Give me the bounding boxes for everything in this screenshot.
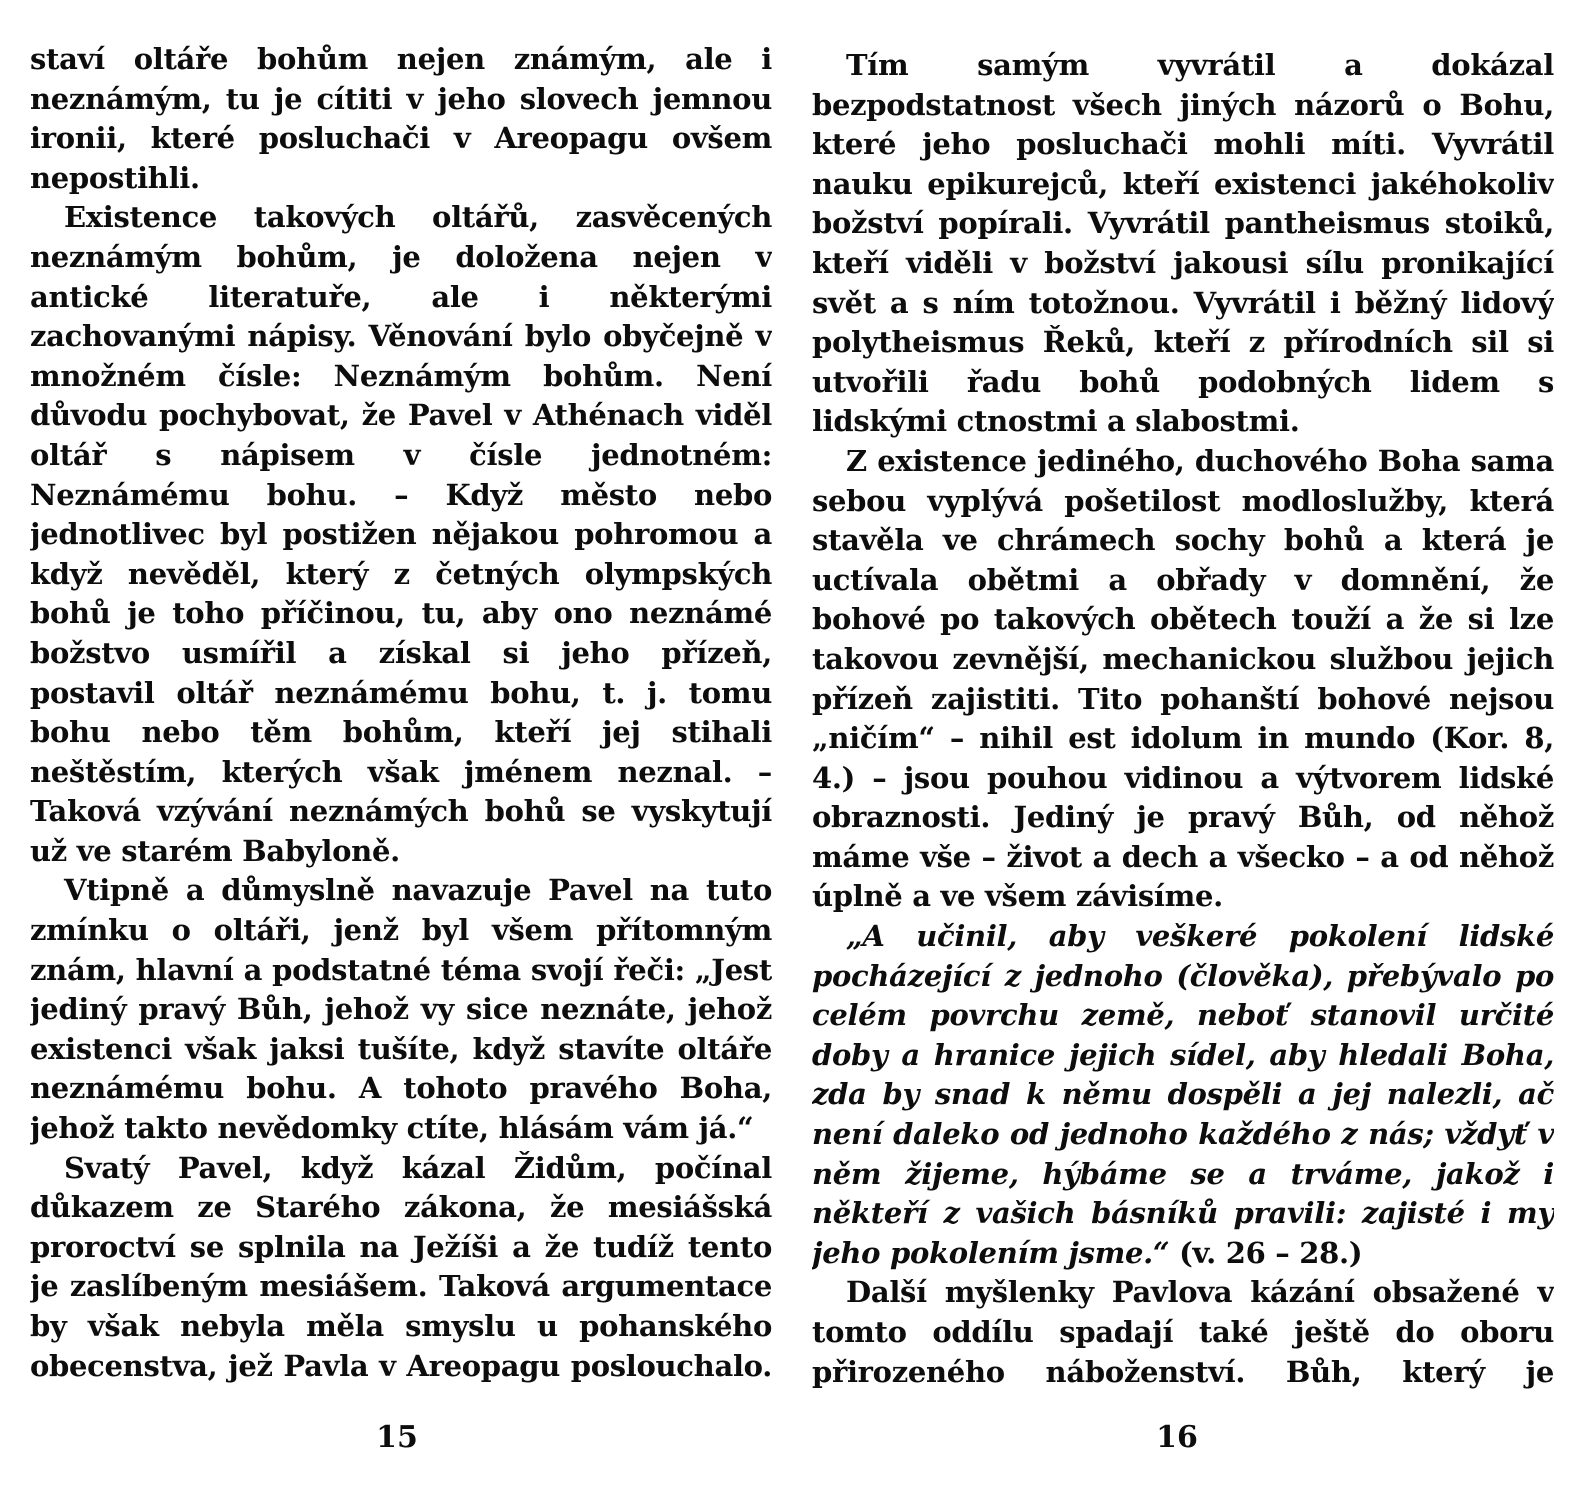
left-page (30, 40, 772, 1390)
left-paragraph-continued: staví oltáře bohům nejen známým, ale i neznámým, tu je cítiti v jeho slovech jemnou ironii, které posluchači v Areopagu ovšem nepostihli. (30, 42, 772, 195)
right-paragraph-dalsi-myslenky: Další myšlenky Pavlova kázání obsažené v tomto oddílu spadají také ještě do oboru přirozeného náboženství. Bůh, který je (812, 1275, 1554, 1389)
left-paragraph-existence: Existence takových oltářů, zasvěcených neznámým bohům, je doložena nejen v antické literatuře, ale i některými zachovanými nápisy. Věnování bylo obyčejně v množném čísle: Neznámým bohům. Není důvodu pochybovat, že Pavel v Athénach viděl oltář s nápisem v čísle jednotném: Neznámému bohu. – Když město nebo jednotlivec byl postižen nějakou pohromou a když nevěděl, který z četných olympských bohů je toho příčinou, tu, aby ono neznámé božstvo usmířil a získal si jeho přízeň, postavil oltář neznámému bohu, t. j. tomu bohu nebo těm bohům, kteří jej stihali neštěstím, kterých však jménem neznal. – Taková vzývání neznámých bohů se vyskytují už ve starém Babyloně. (30, 200, 772, 868)
right-paragraph-z-existence: Z existence jediného, duchového Boha sama sebou vyplývá pošetilost modloslužby, která stavěla ve chrámech sochy bohů a která je uctívala obětmi a obřady v domnění, že bohové po takových obětech touží a že si lze takovou zevnější, mechanickou službou jejich přízeň zajistiti. Tito pohanští bohové nejsou „ničím“ – nihil est idolum in mundo (Kor. 8, 4.) – jsou pouhou vidinou a výtvorem lidské obraznosti. Jediný je pravý Bůh, od něhož máme vše – život a dech a všecko – a od něhož úplně a ve všem závisíme. (812, 443, 1554, 914)
left-paragraph-svaty-pavel: Svatý Pavel, když kázal Židům, počínal důkazem ze Starého zákona, že mesiášská proroctví se splnila na Ježíši a že tudíž tento je zaslíbeným mesiášem. Taková argumentace by však nebyla měla smyslu u pohanského obecenstva, jež Pavla v Areopagu poslouchalo. (30, 1150, 772, 1383)
right-paragraph-tim-samym: Tím samým vyvrátil a dokázal bezpodstatnost všech jiných názorů o Bohu, které jeho posluchači mohli míti. Vyvrátil nauku epikurejců, kteří existenci jakéhokoliv božství popírali. Vyvrátil pantheismus stoiků, kteří viděli v božství jakousi sílu pronikající svět a s ním totožnou. Vyvrátil i běžný lidový polytheismus Řeků, kteří z přírodních sil si utvořili řadu bohů podobných lidem s lidskými ctnostmi a slabostmi. (812, 48, 1554, 439)
right-page (812, 46, 1554, 1396)
left-paragraph-vtipne: Vtipně a důmyslně navazuje Pavel na tuto zmínku o oltáři, jenž byl všem přítomným znám, hlavní a podstatné téma svojí řeči: „Jest jediný pravý Bůh, jehož vy sice neznáte, jehož existenci však jaksi tušíte, když stavíte oltáře neznámému bohu. A tohoto pravého Boha, jehož takto nevědomky ctíte, hlásám vám já.“ (30, 873, 772, 1146)
scripture-quote: „A učinil, aby veškeré pokolení lidské pocházející z jednoho (člověka), přebývalo po celém povrchu země, neboť stanovil určité doby a hranice jejich sídel, aby hledali Boha, zda by snad k němu dospěli a jej nalezli, ač není daleko od jednoho každého z nás; vždyť v něm žijeme, hýbáme se a trváme, jakož i někteří z vašich básníků pravili: zajisté i my jeho pokolením jsme.“ (812, 919, 1554, 1270)
right-paragraph-quote (812, 917, 1554, 1273)
page-number-right: 16 (1156, 1420, 1198, 1455)
quote-reference: (v. 26 – 28.) (1169, 1235, 1363, 1270)
page-number-left: 15 (376, 1420, 418, 1455)
